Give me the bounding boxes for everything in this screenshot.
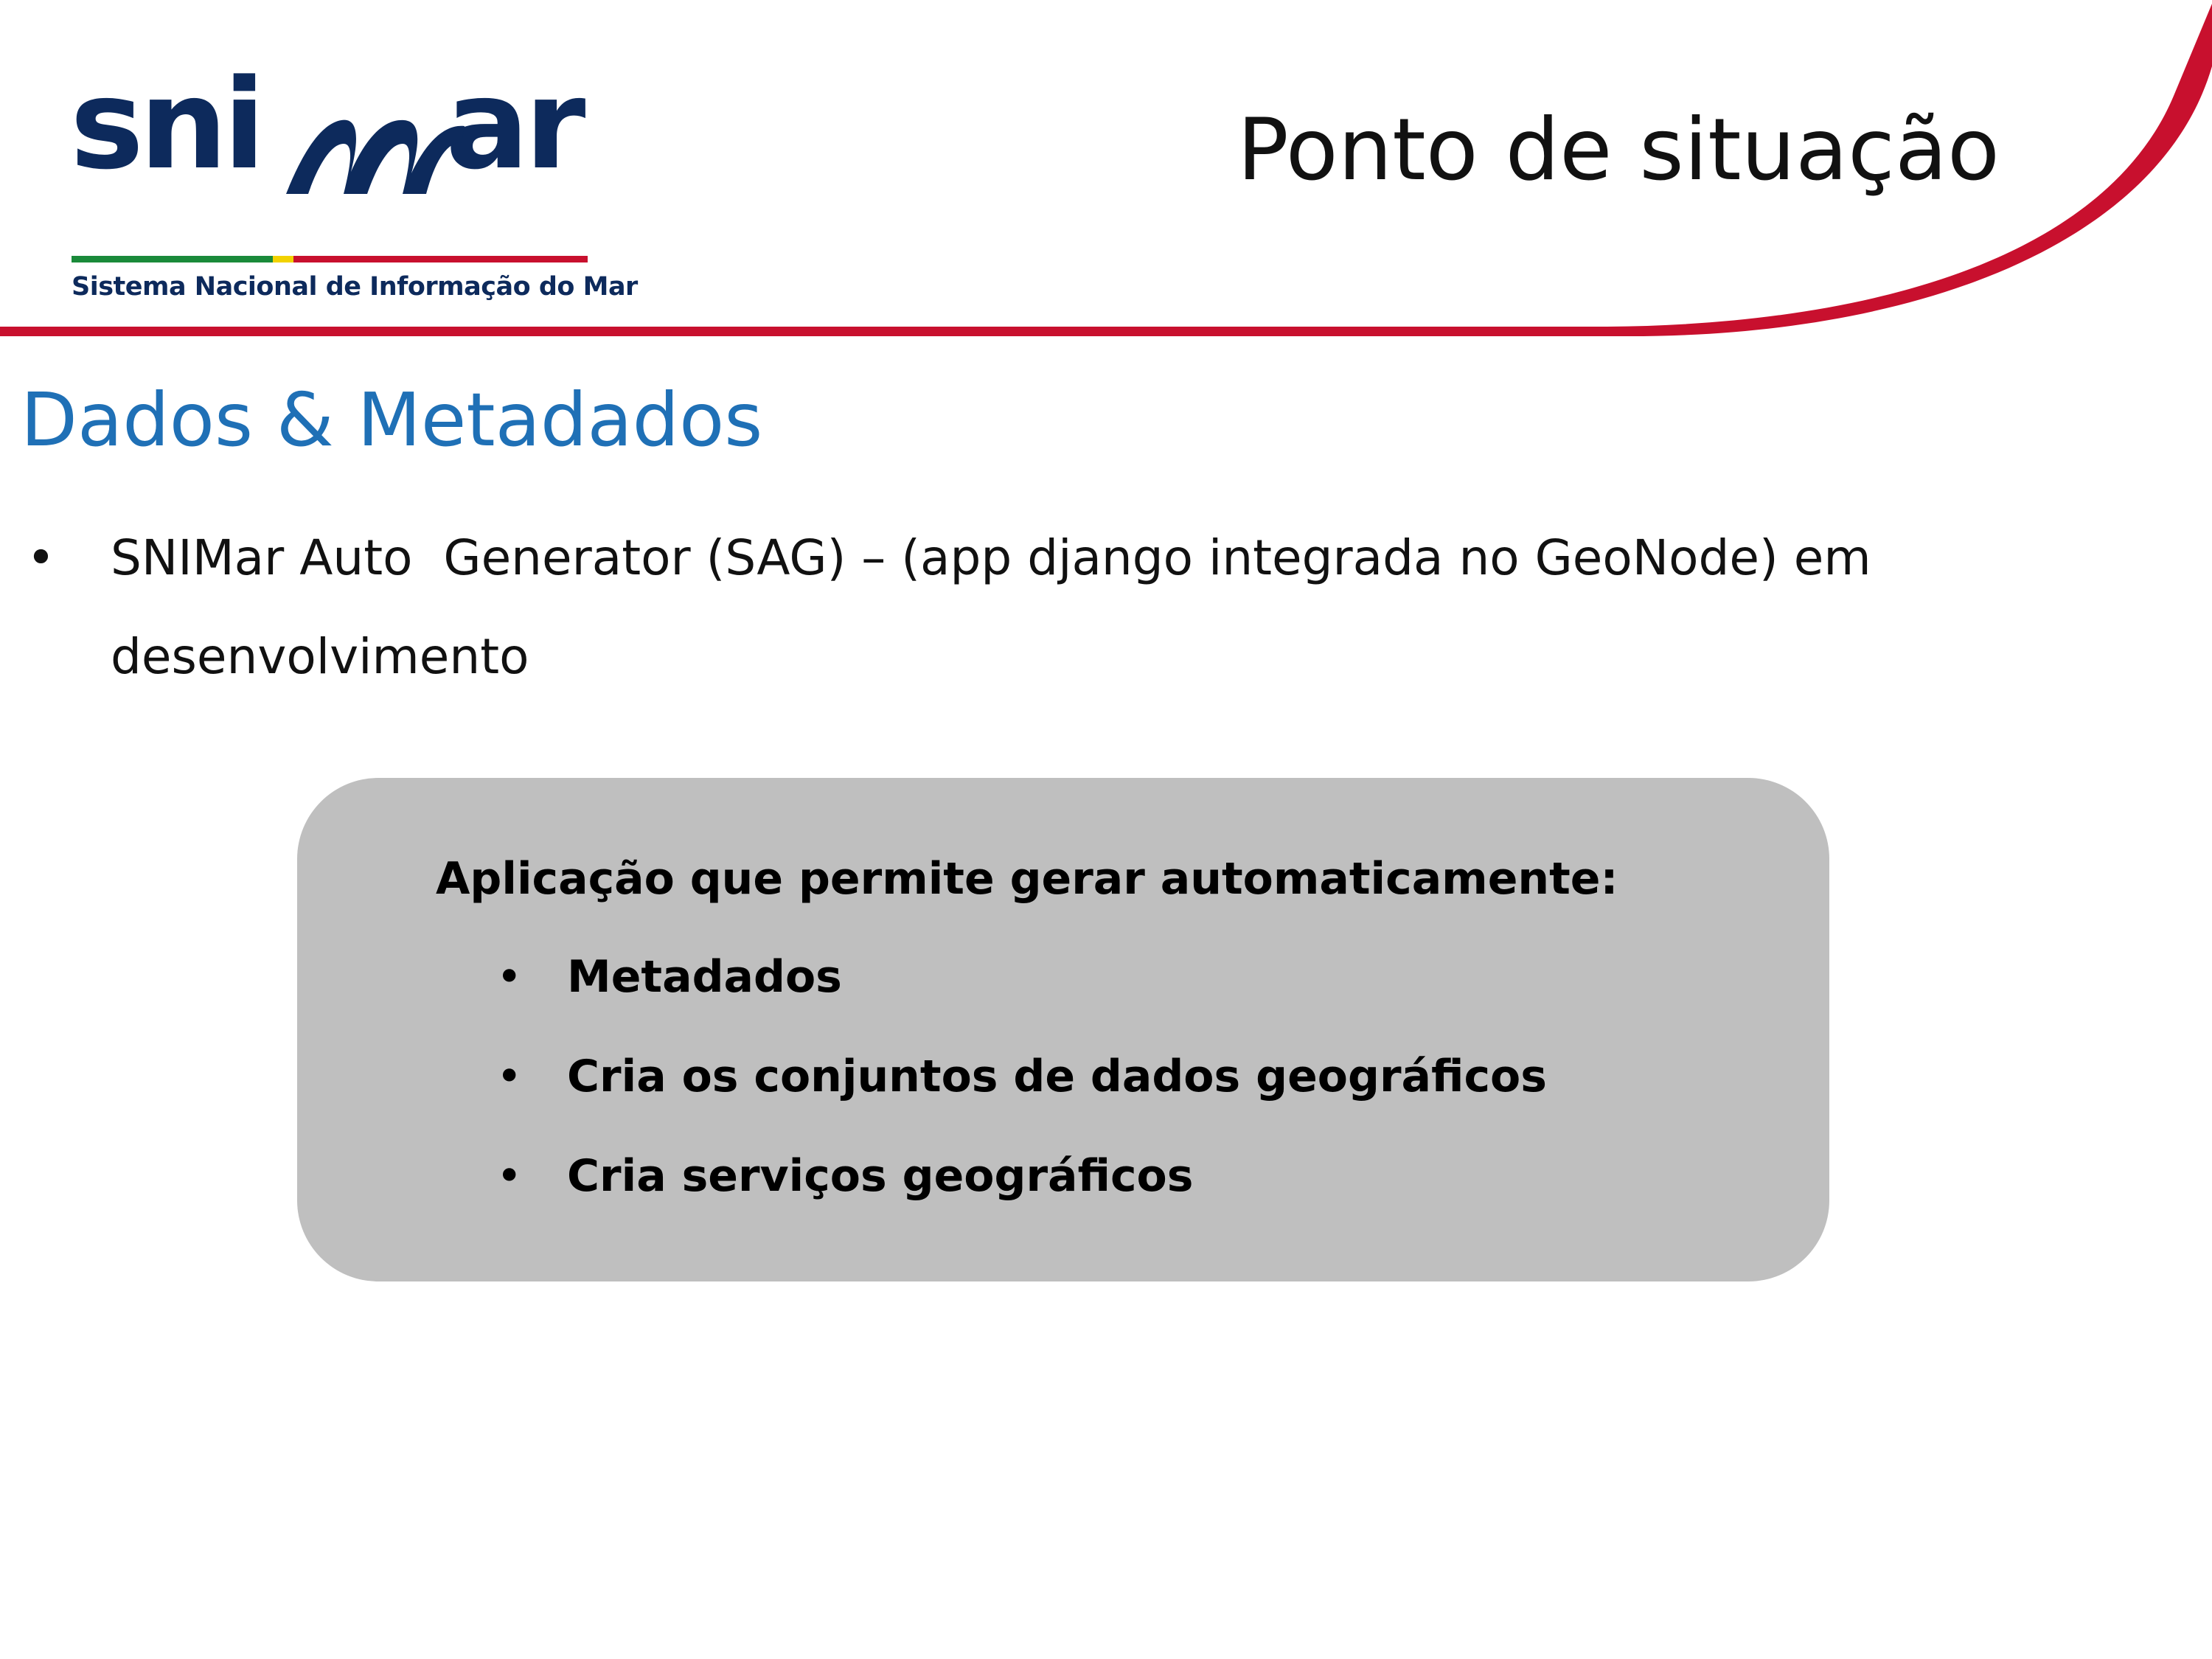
list-item-label: Metadados	[567, 951, 842, 1003]
bullet-marker: •	[496, 1051, 523, 1102]
list-item-label: Cria serviços geográficos	[567, 1150, 1194, 1202]
bullet-marker: •	[27, 529, 55, 586]
list-item	[496, 947, 1547, 1047]
info-box	[297, 778, 1829, 1281]
info-box-heading: Aplicação que permite gerar automaticamente:	[436, 853, 1618, 905]
logo-subtitle: Sistema Nacional de Informação do Mar	[72, 272, 638, 302]
list-item	[496, 1047, 1547, 1147]
list-item-label: Cria os conjuntos de dados geográficos	[567, 1051, 1547, 1102]
page-title: Ponto de situação	[1237, 100, 2000, 200]
logo-wordmark-left: sni	[70, 52, 262, 197]
main-bullet	[27, 509, 2017, 706]
bullet-marker: •	[496, 1150, 523, 1202]
logo-wordmark-right: ar	[445, 52, 582, 197]
logo-color-bar	[72, 256, 588, 262]
section-heading: Dados & Metadados	[21, 377, 763, 463]
logo-bar-green	[72, 256, 273, 262]
info-box-list	[496, 947, 1547, 1246]
logo-m-wave-icon	[279, 91, 470, 201]
bullet-marker: •	[496, 951, 523, 1003]
logo-bar-yellow	[273, 256, 293, 262]
snimar-logo	[70, 52, 638, 302]
logo-bar-red	[293, 256, 588, 262]
list-item	[496, 1147, 1547, 1246]
main-bullet-text: SNIMar Auto Generator (SAG) – (app django integrada no GeoNode) em desenvolvimento	[111, 529, 1887, 685]
